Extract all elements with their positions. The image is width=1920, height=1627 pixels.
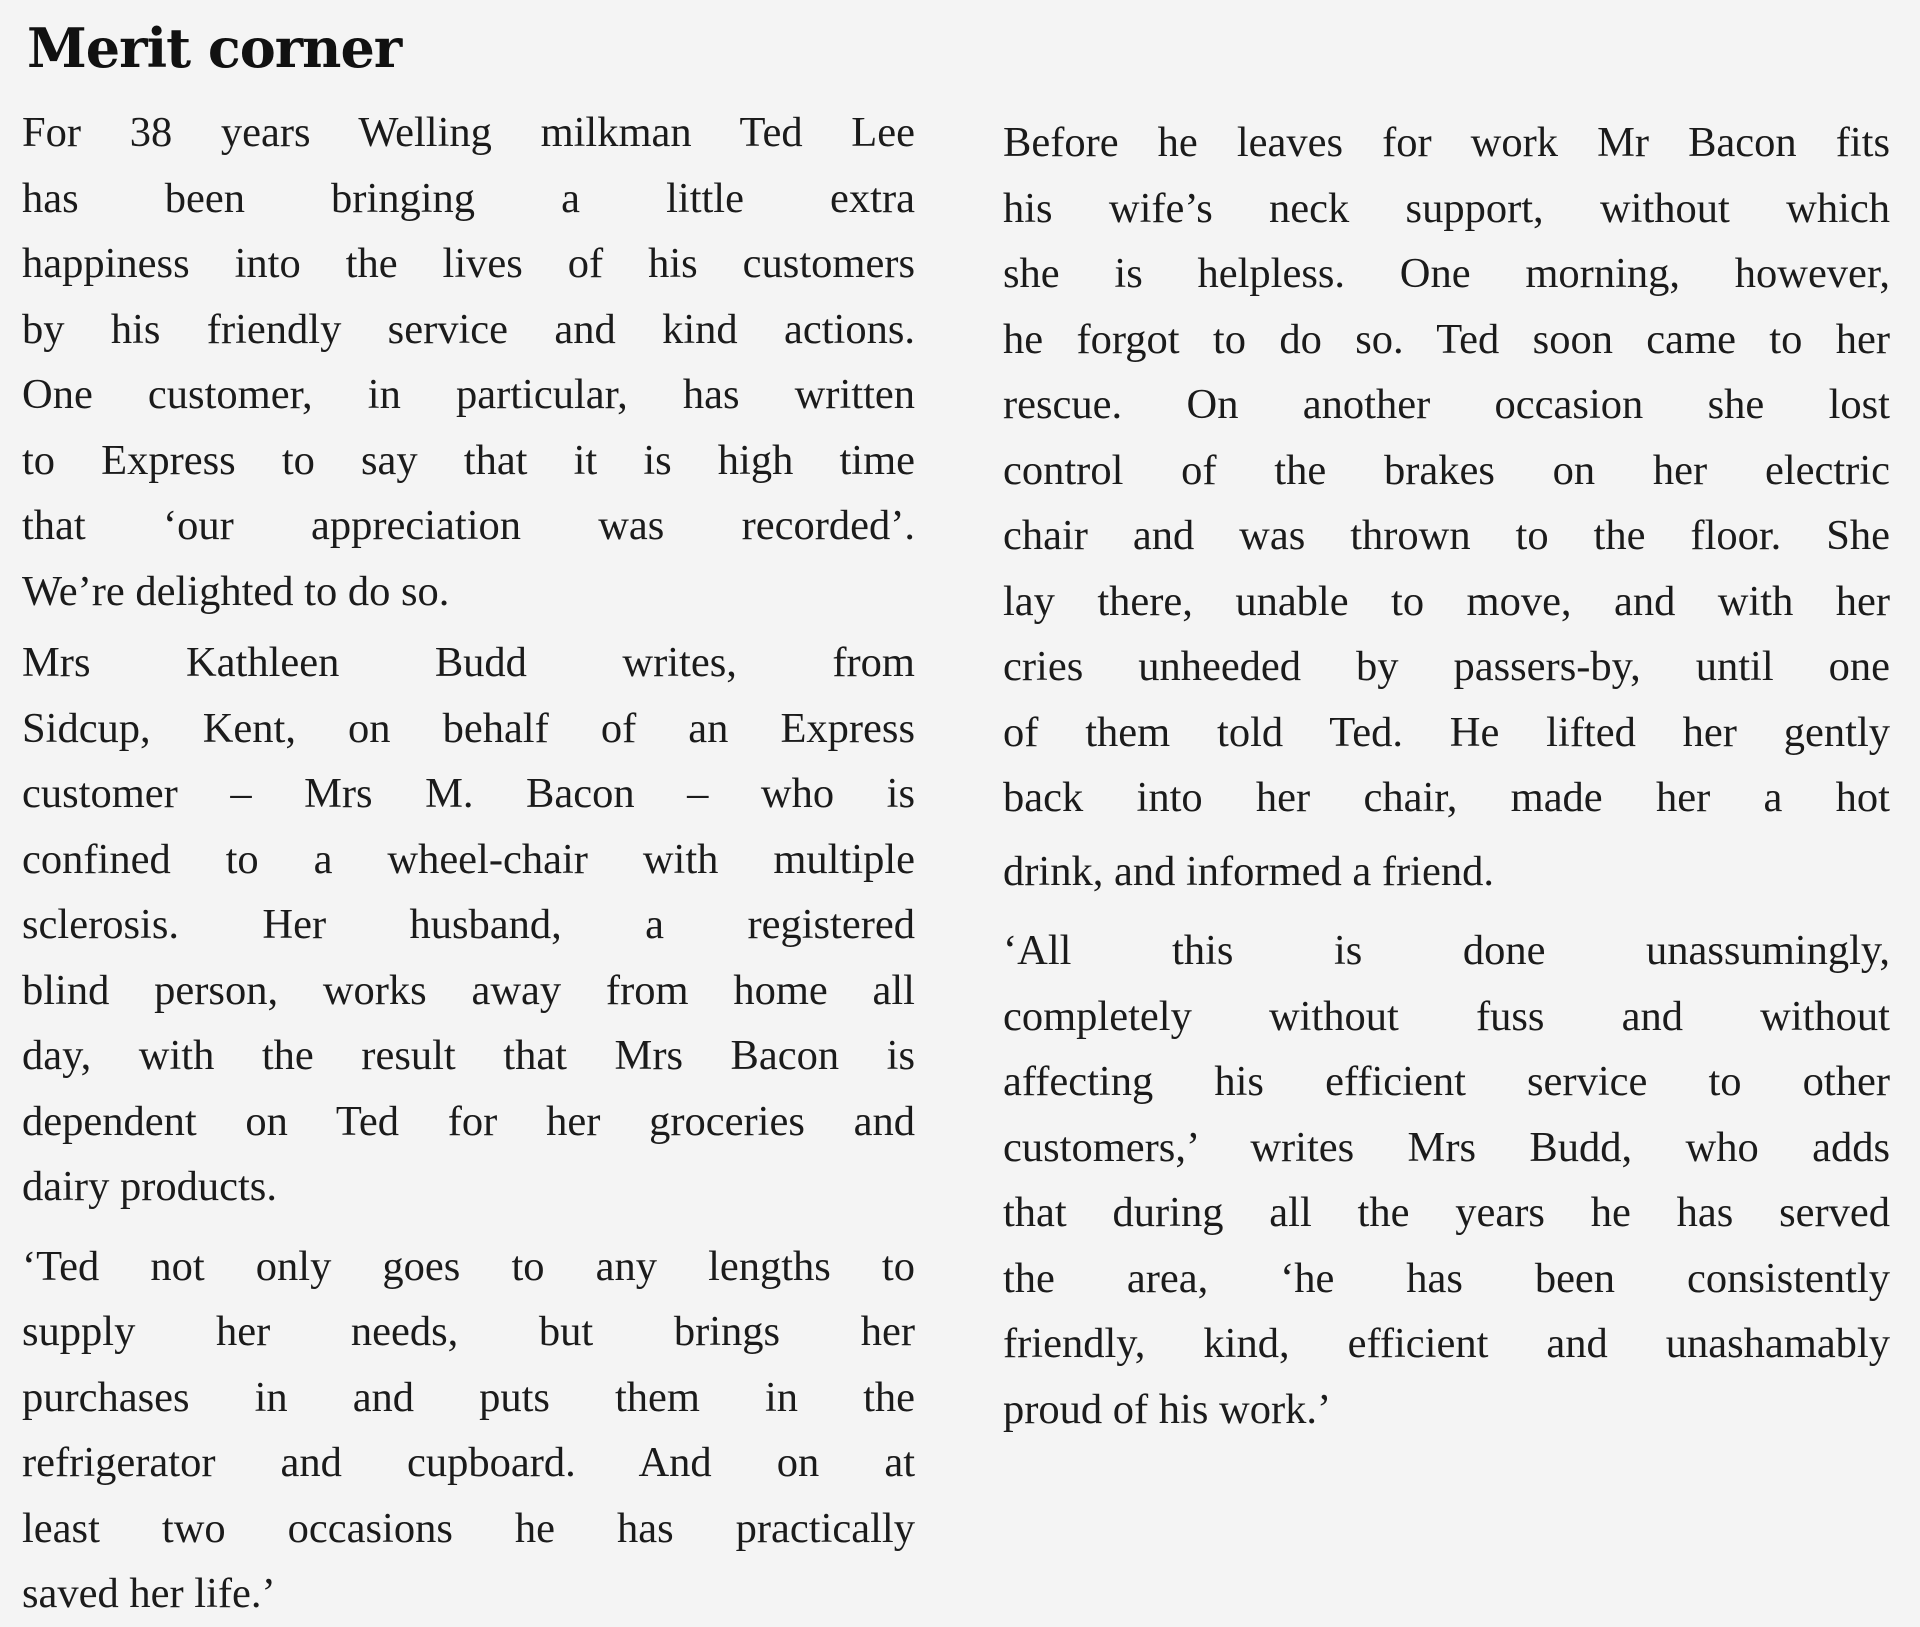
text-line: One customer, in particular, has written: [22, 371, 915, 418]
text-line: purchases in and puts them in the: [22, 1373, 915, 1421]
text-line: blind person, works away from home all: [22, 966, 915, 1014]
text-line: of them told Ted. He lifted her gently: [1003, 708, 1890, 756]
text-line: ‘All this is done unassumingly,: [1003, 927, 1890, 974]
text-line: Before he leaves for work Mr Bacon fits: [1003, 119, 1890, 166]
right-column: [1003, 110, 1890, 1442]
text-line: has been bringing a little extra: [22, 174, 915, 222]
left-column: [22, 100, 915, 1627]
text-line: control of the brakes on her electric: [1003, 446, 1890, 494]
text-line: We’re delighted to do so.: [22, 567, 450, 615]
text-line: rescue. On another occasion she lost: [1003, 381, 1890, 428]
text-line: dairy products.: [22, 1163, 277, 1210]
text-line: confined to a wheel-chair with multiple: [22, 835, 915, 883]
text-line: day, with the result that Mrs Bacon is: [22, 1032, 915, 1079]
text-line: supply her needs, but brings her: [22, 1308, 915, 1355]
text-line: friendly, kind, efficient and unashamably: [1003, 1320, 1890, 1367]
text-line: that during all the years he has served: [1003, 1189, 1890, 1236]
text-line: For 38 years Welling milkman Ted Lee: [22, 109, 915, 156]
text-line: Sidcup, Kent, on behalf of an Express: [22, 704, 915, 752]
paragraph-budd-letter: [22, 630, 915, 1220]
text-line: Mrs Kathleen Budd writes, from: [22, 639, 915, 686]
text-line: least two occasions he has practically: [22, 1504, 915, 1552]
text-line: sclerosis. Her husband, a registered: [22, 901, 915, 948]
text-line: that ‘our appreciation was recorded’.: [22, 502, 915, 549]
text-line: happiness into the lives of his customers: [22, 240, 915, 287]
text-line: drink, and informed a friend.: [1003, 847, 1494, 895]
text-line: lay there, unable to move, and with her: [1003, 577, 1890, 625]
text-line: to Express to say that it is high time: [22, 436, 915, 484]
paragraph-quote-ted: [22, 1234, 915, 1627]
article-title: Merit corner: [27, 16, 402, 80]
text-line: customer – Mrs M. Bacon – who is: [22, 770, 915, 817]
text-line: dependent on Ted for her groceries and: [22, 1097, 915, 1145]
text-line: saved her life.’: [22, 1570, 276, 1617]
text-line: back into her chair, made her a hot: [1003, 774, 1890, 821]
paragraph-closing-quote: [1003, 918, 1890, 1442]
text-line: his wife’s neck support, without which: [1003, 184, 1890, 232]
paragraph-intro: [22, 100, 915, 624]
text-line: affecting his efficient service to other: [1003, 1058, 1890, 1105]
text-line: the area, ‘he has been consistently: [1003, 1254, 1890, 1302]
paragraph-rescue-story: [1003, 110, 1890, 904]
text-line: he forgot to do so. Ted soon came to her: [1003, 315, 1890, 363]
text-line: by his friendly service and kind actions.: [22, 305, 915, 353]
text-line: proud of his work.’: [1003, 1385, 1332, 1433]
text-line: customers,’ writes Mrs Budd, who adds: [1003, 1123, 1890, 1171]
paragraph-spacer: [22, 1220, 915, 1234]
text-line: cries unheeded by passers-by, until one: [1003, 643, 1890, 690]
paragraph-spacer: [1003, 904, 1890, 918]
text-line: refrigerator and cupboard. And on at: [22, 1439, 915, 1486]
text-line: ‘Ted not only goes to any lengths to: [22, 1242, 915, 1290]
text-line: chair and was thrown to the floor. She: [1003, 512, 1890, 559]
text-line: completely without fuss and without: [1003, 992, 1890, 1040]
text-line: she is helpless. One morning, however,: [1003, 250, 1890, 297]
